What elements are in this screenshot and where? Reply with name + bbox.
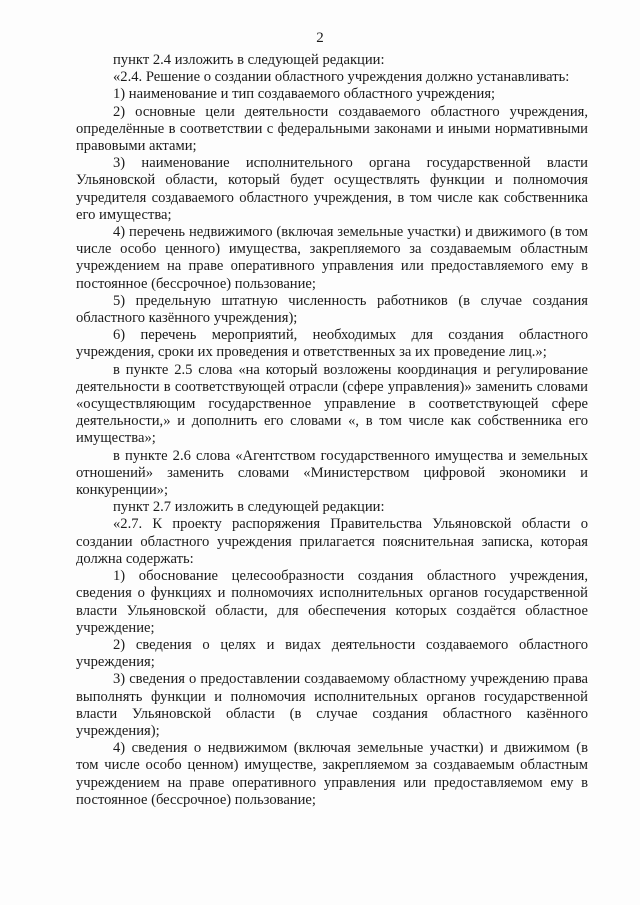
paragraph: 2) основные цели деятельности создаваемого областного учреждения, определённые в соответствии с федеральными законами и иными нормативными правовыми актами;: [76, 103, 588, 155]
paragraph: пункт 2.4 изложить в следующей редакции:: [113, 52, 385, 68]
paragraph: пункт 2.7 изложить в следующей редакции:: [113, 499, 385, 516]
paragraph: 3) сведения о предоставлении создаваемому областному учреждению права выполнять функции и полномочия исполнительных органов государственной власти Ульяновской области (в случае создания областного казённого учреждения);: [76, 671, 588, 739]
paragraph: 2) сведения о целях и видах деятельности создаваемого областного учреждения;: [76, 636, 588, 671]
page-number: 2: [316, 30, 324, 46]
paragraph: в пункте 2.5 слова «на который возложены координация и регулирование деятельности в соответствующей отрасли (сфере управления)» заменить словами «осуществляющим государственное управление в соответствующей сфере деятельности,» и дополнить его словами «, в том числе как собственника его имущества»;: [76, 361, 588, 447]
paragraph: 4) перечень недвижимого (включая земельные участки) и движимого (в том числе особо ценного) имущества, закрепляемого за создаваемым областным учреждением на праве оперативного управления или предоставляемого ему в постоянное (бессрочное) пользование;: [76, 224, 588, 292]
paragraph: в пункте 2.6 слова «Агентством государственного имущества и земельных отношений» заменить словами «Министерством цифровой экономики и конкуренции»;: [76, 447, 588, 499]
paragraph: «2.7. К проекту распоряжения Правительства Ульяновской области о создании областного учреждения прилагается пояснительная записка, которая должна содержать:: [76, 516, 588, 567]
paragraph: 5) предельную штатную численность работников (в случае создания областного казённого учреждения);: [76, 292, 588, 327]
paragraph: 1) наименование и тип создаваемого областного учреждения;: [113, 86, 496, 103]
paragraph: 3) наименование исполнительного органа государственной власти Ульяновской области, который будет осуществлять функции и полномочия учредителя создаваемого областного учреждения, в том числе как собственника его имущества;: [76, 155, 588, 223]
paragraph: 4) сведения о недвижимом (включая земельные участки) и движимом (в том числе особо ценном) имуществе, закрепляемом за создаваемым областным учреждением на праве оперативного управления или предоставляемом ему в постоянное (бессрочное) пользование;: [76, 740, 588, 808]
document-body: [76, 52, 588, 809]
paragraph: 6) перечень мероприятий, необходимых для создания областного учреждения, сроки их проведения и ответственных за их проведение лиц.»;: [76, 327, 588, 361]
paragraph: 1) обоснование целесообразности создания областного учреждения, сведения о функциях и полномочиях исполнительных органов государственной власти Ульяновской области, для обеспечения которых создаётся областное учреждение;: [76, 568, 588, 636]
paragraph: «2.4. Решение о создании областного учреждения должно устанавливать:: [113, 69, 570, 86]
